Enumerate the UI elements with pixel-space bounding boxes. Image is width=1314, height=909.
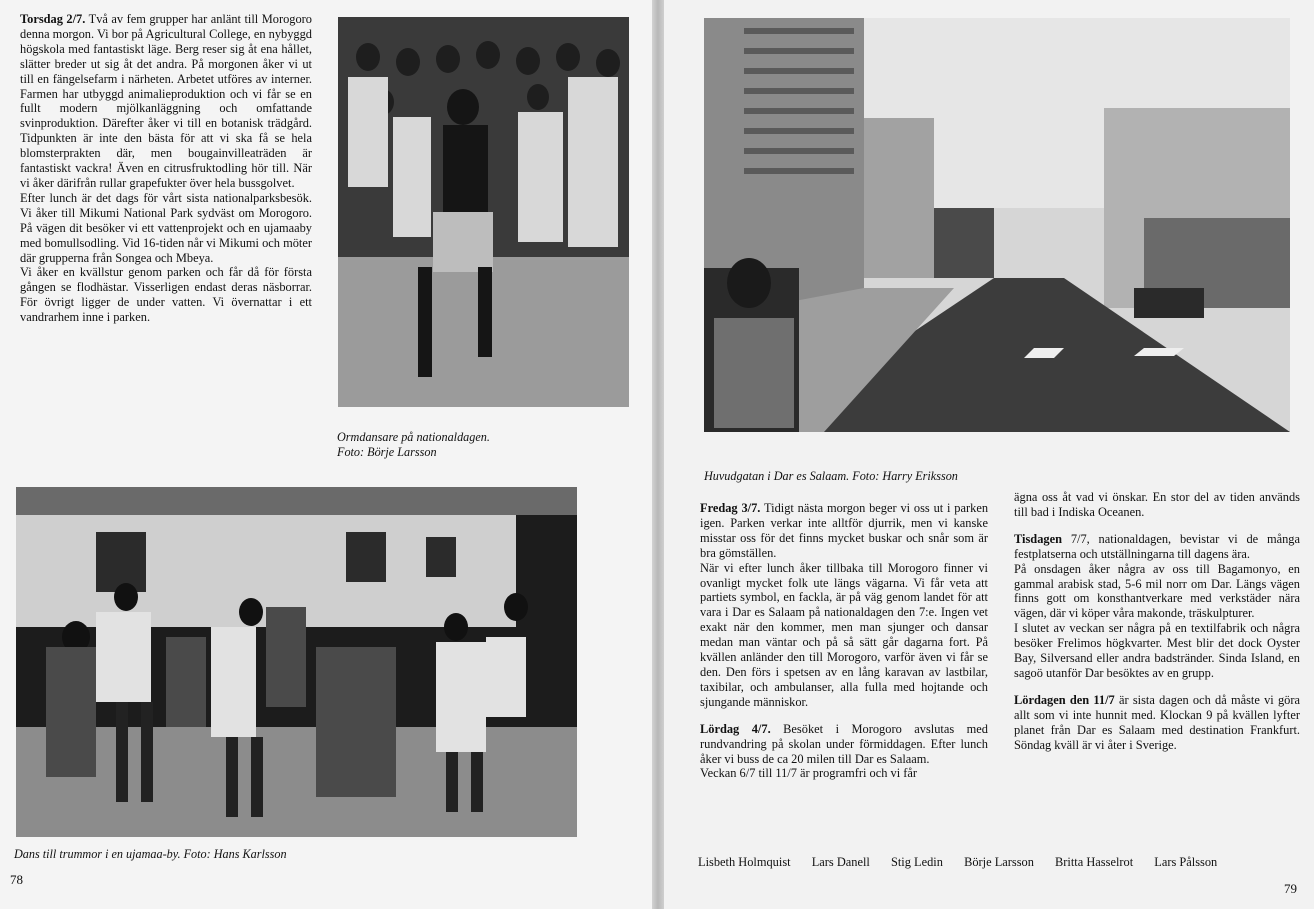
paragraph: När vi efter lunch åker tillbaka till Morogoro finner vi ovanligt mycket folk ute längs vägarna. Vi får veta att partiets symbol, en fackla, är på väg genom landet för att vara i Dar es Salaam på nationaldagen den 7:e. Ingen vet exakt när den kommer, men man sjunger och dansar medan man väntar och på så sätt går dagarna fort. På kvällen anländer den till Morogoro, varför även vi får se den. Den förs i spetsen av en lång karavan av lastbilar, taxibilar, och ambulanser, alla fulla med hojtande och sjungande människor. [700,560,988,709]
credit-name: Börje Larsson [964,855,1034,869]
photo-snake-dancer [338,17,629,407]
credit-name: Stig Ledin [890,855,943,869]
paragraph: Veckan 6/7 till 11/7 är programfri och vi får [700,766,917,781]
right-text-column-1 [700,501,988,781]
credit-name: Lisbeth Holmquist [698,855,791,869]
paragraph: Besöket i Morogoro avslutas med rundvandring på skolan under förmiddagen. Efter lunch åker vi buss de ca 20 milen till Dar es Salaam. [700,721,988,766]
photo-drum-dance [16,487,577,837]
paragraph: På onsdagen åker några av oss till Bagamonyo, en gammal arabisk stad, 5-6 mil norr om Dar. Längs vägen finns gott om konsthantverkare med verkstäder nära vägen, där vi köper våra makonde, träskulpturer. [1014,561,1300,621]
paragraph: Efter lunch är det dags för vårt sista nationalparksbesök. Vi åker till Mikumi National Park sydväst om Morogoro. På vägen dit besöker vi ett vattenprojekt och en ujamaaby med bomullsodling. Vid 16-tiden når vi Mikumi och möter där grupperna från Songea och Mbeya. [20,190,312,265]
page-number-left: 78 [10,872,23,887]
photo2-caption: Dans till trummor i en ujamaa-by. Foto: Hans Karlsson [14,847,287,861]
credit-name: Britta Hasselrot [1055,855,1134,869]
paragraph: Två av fem grupper har anlänt till Morogoro denna morgon. Vi bor på Agricultural College, en nybyggd högskola med fantastiskt läge. Berg reser sig åt ena hållet, slätter breder ut sig åt det andra. På morgonen åker vi ut till en fängelsefarm i närheten. Arbetet utföres av interner. Farmen har utbyggd animalieproduktion och vi får se en fullt modern mjölkanläggning och omfattande svinproduktion. Därefter åker vi till en botanisk trädgård. Tidpunkten är inte den bästa för att vi ska få se hela blomsterprakten där, men bougainvilleaträden är fantastiskt vackra! Även en citrusfruktodling hör till. När vi åker därifrån rullar grapefukter över hela bussgolvet. [20,12,312,190]
photo1-caption: Ormdansare på nationaldagen. Foto: Börje Larsson [337,430,490,459]
photo-main-street-dar-es-salaam [704,18,1290,432]
day-label-saturday: Lördag 4/7. [700,721,771,736]
right-page [664,0,1314,909]
day-label-friday: Fredag 3/7. [700,501,761,515]
book-gutter [652,0,664,909]
paragraph: I slutet av veckan ser några på en textilfabrik och några besöker Frelimos högkvarter. Mest blir det dock Oyster Bay, Silversand eller andra badstränder. Sinda Island, en sagoö utanför Dar besöktes av en grupp. [1014,621,1300,680]
day-label-tuesday: Tisdagen [1014,531,1062,546]
left-text-column [20,12,312,325]
page-number-right: 79 [1284,881,1297,896]
participant-credits [698,855,1235,870]
street-photo-caption: Huvudgatan i Dar es Salaam. Foto: Harry Eriksson [704,469,958,483]
day-label-thursday: Torsdag 2/7. [20,12,86,26]
paragraph: Tidigt nästa morgon beger vi oss ut i parken igen. Parken verkar inte alltför djurrik, men vi kanske misstar oss för det finns mycket buskar och snår som är bra gömställen. [700,501,989,560]
credit-name: Lars Pålsson [1154,855,1218,869]
day-label-saturday-11: Lördagen den 11/7 [1014,692,1115,707]
paragraph: Vi åker en kvällstur genom parken och får då för första gången se flodhästar. Visserligen endast deras näsborrar. För övrigt ligger de under vatten. Vi övernattar i ett vandrarhem inne i parken. [20,265,312,325]
left-page [0,0,652,909]
paragraph: ägna oss åt vad vi önskar. En stor del av tiden används till bad i Indiska Oceanen. [1014,490,1300,519]
right-text-column-2 [1014,490,1300,753]
paragraph: är sista dagen och då måste vi göra allt som vi inte hunnit med. Klockan 9 på kvällen lyfter planet från Dar es Salaam med destination Frankfurt. Söndag kväll är vi åter i Sverige. [1014,692,1300,752]
credit-name: Lars Danell [811,855,870,869]
paragraph: 7/7, nationaldagen, bevistar vi de många festplatserna och utställningarna till dagens ära. [1014,531,1300,561]
